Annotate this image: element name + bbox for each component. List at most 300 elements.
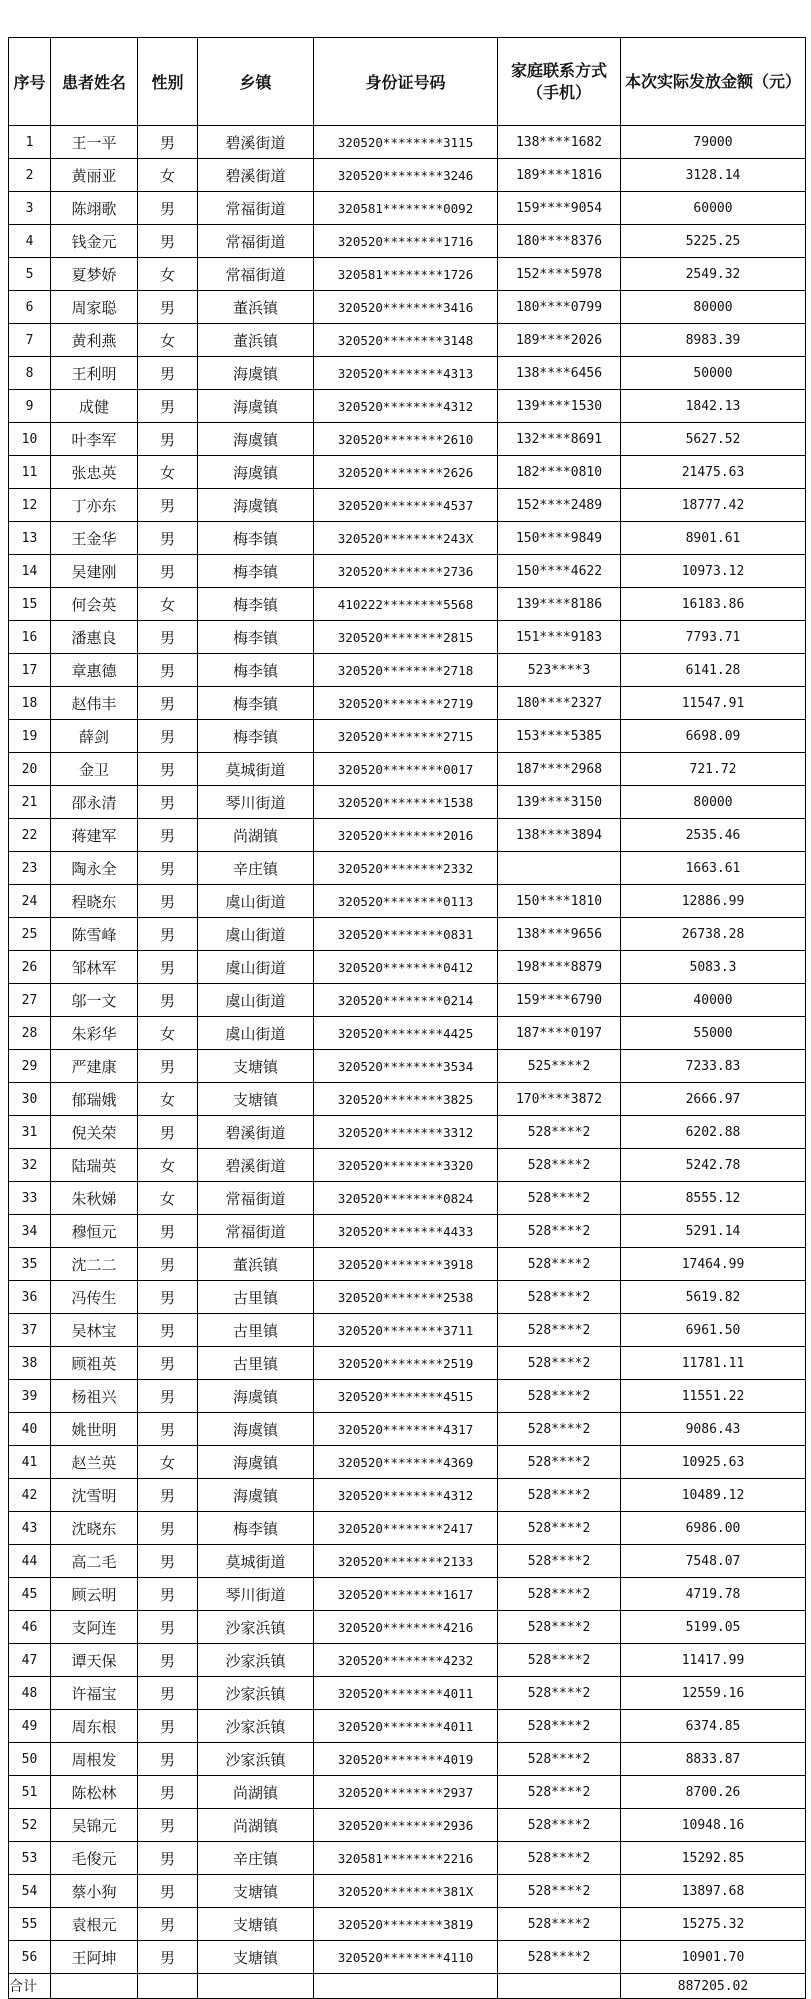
cell-gender: 男 <box>138 225 198 258</box>
cell-id-number: 320520********4019 <box>314 1743 498 1776</box>
cell-amount: 4719.78 <box>621 1578 806 1611</box>
cell-gender: 男 <box>138 753 198 786</box>
cell-amount: 11547.91 <box>621 687 806 720</box>
cell-seq: 4 <box>9 225 51 258</box>
cell-amount: 8833.87 <box>621 1743 806 1776</box>
cell-name: 吴林宝 <box>51 1314 138 1347</box>
table-row <box>9 720 806 753</box>
table-row <box>9 1644 806 1677</box>
table-row <box>9 390 806 423</box>
cell-town: 虞山街道 <box>198 984 314 1017</box>
cell-name: 吴锦元 <box>51 1809 138 1842</box>
cell-name: 沈雪明 <box>51 1479 138 1512</box>
total-row <box>9 1974 806 1999</box>
table-row <box>9 1281 806 1314</box>
cell-phone: 182****0810 <box>498 456 621 489</box>
cell-phone: 152****2489 <box>498 489 621 522</box>
table-row <box>9 621 806 654</box>
cell-amount: 5225.25 <box>621 225 806 258</box>
total-empty-cell <box>138 1974 198 1999</box>
table-row <box>9 1578 806 1611</box>
cell-town: 碧溪街道 <box>198 126 314 159</box>
cell-name: 黄丽亚 <box>51 159 138 192</box>
cell-seq: 50 <box>9 1743 51 1776</box>
cell-name: 王一平 <box>51 126 138 159</box>
table-row <box>9 1149 806 1182</box>
cell-amount: 26738.28 <box>621 918 806 951</box>
cell-town: 碧溪街道 <box>198 159 314 192</box>
table-row <box>9 1941 806 1974</box>
table-row <box>9 918 806 951</box>
cell-amount: 21475.63 <box>621 456 806 489</box>
cell-gender: 男 <box>138 852 198 885</box>
cell-amount: 5627.52 <box>621 423 806 456</box>
cell-amount: 6698.09 <box>621 720 806 753</box>
cell-phone: 528****2 <box>498 1182 621 1215</box>
table-row <box>9 291 806 324</box>
cell-town: 梅李镇 <box>198 1512 314 1545</box>
cell-town: 尚湖镇 <box>198 1776 314 1809</box>
cell-id-number: 320520********3320 <box>314 1149 498 1182</box>
cell-seq: 3 <box>9 192 51 225</box>
cell-town: 尚湖镇 <box>198 1809 314 1842</box>
cell-town: 辛庄镇 <box>198 852 314 885</box>
cell-town: 梅李镇 <box>198 654 314 687</box>
table-row <box>9 1446 806 1479</box>
cell-name: 严建康 <box>51 1050 138 1083</box>
table-row <box>9 192 806 225</box>
cell-amount: 2666.97 <box>621 1083 806 1116</box>
cell-gender: 男 <box>138 390 198 423</box>
payment-table-sheet <box>8 37 805 1999</box>
cell-gender: 男 <box>138 1908 198 1941</box>
cell-phone: 528****2 <box>498 1611 621 1644</box>
cell-town: 梅李镇 <box>198 522 314 555</box>
table-row <box>9 1116 806 1149</box>
cell-id-number: 320520********0113 <box>314 885 498 918</box>
cell-name: 陈松林 <box>51 1776 138 1809</box>
cell-name: 姚世明 <box>51 1413 138 1446</box>
cell-id-number: 320520********4515 <box>314 1380 498 1413</box>
cell-amount: 40000 <box>621 984 806 1017</box>
table-row <box>9 126 806 159</box>
table-row <box>9 1050 806 1083</box>
cell-id-number: 320520********0831 <box>314 918 498 951</box>
cell-phone: 528****2 <box>498 1314 621 1347</box>
table-row <box>9 786 806 819</box>
cell-amount: 15275.32 <box>621 1908 806 1941</box>
cell-amount: 79000 <box>621 126 806 159</box>
cell-name: 张忠英 <box>51 456 138 489</box>
cell-town: 古里镇 <box>198 1314 314 1347</box>
header-row <box>9 38 806 126</box>
table-row <box>9 456 806 489</box>
cell-id-number: 320520********2937 <box>314 1776 498 1809</box>
table-row <box>9 1182 806 1215</box>
cell-amount: 10925.63 <box>621 1446 806 1479</box>
cell-gender: 男 <box>138 1710 198 1743</box>
cell-id-number: 320520********3416 <box>314 291 498 324</box>
cell-gender: 男 <box>138 885 198 918</box>
cell-seq: 22 <box>9 819 51 852</box>
cell-phone: 139****1530 <box>498 390 621 423</box>
cell-seq: 47 <box>9 1644 51 1677</box>
cell-town: 常福街道 <box>198 192 314 225</box>
cell-name: 章惠德 <box>51 654 138 687</box>
cell-town: 常福街道 <box>198 225 314 258</box>
cell-name: 朱彩华 <box>51 1017 138 1050</box>
cell-name: 王阿坤 <box>51 1941 138 1974</box>
total-amount: 887205.02 <box>621 1974 806 1999</box>
cell-seq: 43 <box>9 1512 51 1545</box>
cell-amount: 8555.12 <box>621 1182 806 1215</box>
cell-seq: 37 <box>9 1314 51 1347</box>
cell-phone: 528****2 <box>498 1644 621 1677</box>
cell-name: 沈二二 <box>51 1248 138 1281</box>
cell-phone: 528****2 <box>498 1908 621 1941</box>
cell-seq: 2 <box>9 159 51 192</box>
cell-name: 叶李军 <box>51 423 138 456</box>
cell-name: 吴建刚 <box>51 555 138 588</box>
cell-phone: 153****5385 <box>498 720 621 753</box>
cell-gender: 女 <box>138 456 198 489</box>
cell-amount: 8700.26 <box>621 1776 806 1809</box>
cell-gender: 男 <box>138 1644 198 1677</box>
cell-gender: 男 <box>138 1545 198 1578</box>
cell-town: 海虞镇 <box>198 1446 314 1479</box>
cell-name: 薛剑 <box>51 720 138 753</box>
table-row <box>9 225 806 258</box>
table-row <box>9 489 806 522</box>
cell-gender: 男 <box>138 984 198 1017</box>
cell-town: 支塘镇 <box>198 1941 314 1974</box>
cell-town: 梅李镇 <box>198 588 314 621</box>
cell-phone: 189****1816 <box>498 159 621 192</box>
table-row <box>9 687 806 720</box>
cell-id-number: 320520********2736 <box>314 555 498 588</box>
cell-amount: 60000 <box>621 192 806 225</box>
table-row <box>9 1710 806 1743</box>
cell-town: 支塘镇 <box>198 1875 314 1908</box>
header-phone: 家庭联系方式（手机） <box>498 38 621 126</box>
cell-seq: 55 <box>9 1908 51 1941</box>
cell-amount: 2535.46 <box>621 819 806 852</box>
cell-phone: 180****0799 <box>498 291 621 324</box>
cell-gender: 女 <box>138 324 198 357</box>
header-id-number: 身份证号码 <box>314 38 498 126</box>
cell-amount: 17464.99 <box>621 1248 806 1281</box>
cell-town: 常福街道 <box>198 1215 314 1248</box>
cell-id-number: 320520********3918 <box>314 1248 498 1281</box>
table-row <box>9 1611 806 1644</box>
cell-id-number: 320520********3312 <box>314 1116 498 1149</box>
cell-seq: 52 <box>9 1809 51 1842</box>
cell-id-number: 320520********0214 <box>314 984 498 1017</box>
cell-phone: 523****3 <box>498 654 621 687</box>
cell-id-number: 320581********0092 <box>314 192 498 225</box>
cell-amount: 6986.00 <box>621 1512 806 1545</box>
cell-id-number: 320520********2719 <box>314 687 498 720</box>
table-row <box>9 555 806 588</box>
cell-gender: 男 <box>138 1413 198 1446</box>
cell-id-number: 320520********2936 <box>314 1809 498 1842</box>
table-row <box>9 1743 806 1776</box>
cell-gender: 男 <box>138 1347 198 1380</box>
cell-name: 钱金元 <box>51 225 138 258</box>
cell-seq: 48 <box>9 1677 51 1710</box>
cell-name: 夏梦娇 <box>51 258 138 291</box>
cell-phone: 189****2026 <box>498 324 621 357</box>
cell-name: 丁亦东 <box>51 489 138 522</box>
cell-id-number: 320520********381X <box>314 1875 498 1908</box>
cell-town: 常福街道 <box>198 258 314 291</box>
cell-phone: 187****2968 <box>498 753 621 786</box>
header-seq: 序号 <box>9 38 51 126</box>
cell-seq: 32 <box>9 1149 51 1182</box>
cell-amount: 7233.83 <box>621 1050 806 1083</box>
cell-id-number: 320520********4110 <box>314 1941 498 1974</box>
table-row <box>9 951 806 984</box>
cell-seq: 41 <box>9 1446 51 1479</box>
cell-gender: 男 <box>138 720 198 753</box>
cell-name: 朱秋娣 <box>51 1182 138 1215</box>
cell-phone: 528****2 <box>498 1248 621 1281</box>
cell-seq: 19 <box>9 720 51 753</box>
table-row <box>9 1842 806 1875</box>
table-row <box>9 1380 806 1413</box>
table-row <box>9 1314 806 1347</box>
cell-seq: 45 <box>9 1578 51 1611</box>
cell-id-number: 320520********2538 <box>314 1281 498 1314</box>
cell-seq: 24 <box>9 885 51 918</box>
cell-id-number: 320520********4011 <box>314 1710 498 1743</box>
cell-town: 梅李镇 <box>198 720 314 753</box>
cell-gender: 男 <box>138 1215 198 1248</box>
cell-town: 琴川街道 <box>198 1578 314 1611</box>
cell-town: 海虞镇 <box>198 423 314 456</box>
cell-name: 蒋建军 <box>51 819 138 852</box>
cell-name: 成健 <box>51 390 138 423</box>
cell-phone: 528****2 <box>498 1545 621 1578</box>
table-row <box>9 885 806 918</box>
cell-seq: 42 <box>9 1479 51 1512</box>
cell-gender: 男 <box>138 951 198 984</box>
cell-gender: 女 <box>138 1017 198 1050</box>
cell-name: 王利明 <box>51 357 138 390</box>
cell-name: 赵兰英 <box>51 1446 138 1479</box>
cell-amount: 10489.12 <box>621 1479 806 1512</box>
cell-seq: 36 <box>9 1281 51 1314</box>
cell-amount: 1663.61 <box>621 852 806 885</box>
cell-town: 海虞镇 <box>198 390 314 423</box>
cell-id-number: 320520********0017 <box>314 753 498 786</box>
cell-seq: 33 <box>9 1182 51 1215</box>
cell-gender: 男 <box>138 1050 198 1083</box>
cell-seq: 18 <box>9 687 51 720</box>
cell-name: 周家聪 <box>51 291 138 324</box>
cell-phone: 528****2 <box>498 1116 621 1149</box>
cell-gender: 男 <box>138 489 198 522</box>
cell-gender: 男 <box>138 1611 198 1644</box>
cell-town: 沙家浜镇 <box>198 1677 314 1710</box>
cell-gender: 男 <box>138 1842 198 1875</box>
cell-amount: 13897.68 <box>621 1875 806 1908</box>
cell-amount: 7793.71 <box>621 621 806 654</box>
cell-seq: 21 <box>9 786 51 819</box>
cell-town: 尚湖镇 <box>198 819 314 852</box>
cell-amount: 9086.43 <box>621 1413 806 1446</box>
cell-phone: 528****2 <box>498 1446 621 1479</box>
cell-amount: 5242.78 <box>621 1149 806 1182</box>
cell-gender: 男 <box>138 786 198 819</box>
cell-name: 蔡小狗 <box>51 1875 138 1908</box>
cell-amount: 8983.39 <box>621 324 806 357</box>
cell-phone: 180****8376 <box>498 225 621 258</box>
cell-amount: 6961.50 <box>621 1314 806 1347</box>
cell-town: 海虞镇 <box>198 1380 314 1413</box>
cell-phone: 528****2 <box>498 1677 621 1710</box>
cell-town: 董浜镇 <box>198 291 314 324</box>
cell-phone <box>498 852 621 885</box>
cell-id-number: 320520********2519 <box>314 1347 498 1380</box>
cell-seq: 16 <box>9 621 51 654</box>
total-label: 合计 <box>9 1974 51 1999</box>
table-row <box>9 1908 806 1941</box>
cell-town: 古里镇 <box>198 1281 314 1314</box>
cell-id-number: 320520********2133 <box>314 1545 498 1578</box>
cell-name: 赵伟丰 <box>51 687 138 720</box>
cell-id-number: 320520********0412 <box>314 951 498 984</box>
cell-name: 陈雪峰 <box>51 918 138 951</box>
cell-gender: 男 <box>138 1314 198 1347</box>
table-row <box>9 159 806 192</box>
cell-seq: 29 <box>9 1050 51 1083</box>
cell-seq: 46 <box>9 1611 51 1644</box>
cell-seq: 30 <box>9 1083 51 1116</box>
cell-seq: 28 <box>9 1017 51 1050</box>
table-row <box>9 423 806 456</box>
cell-gender: 男 <box>138 1116 198 1149</box>
cell-name: 沈晓东 <box>51 1512 138 1545</box>
cell-phone: 528****2 <box>498 1809 621 1842</box>
header-town: 乡镇 <box>198 38 314 126</box>
cell-name: 倪关荣 <box>51 1116 138 1149</box>
cell-phone: 528****2 <box>498 1413 621 1446</box>
cell-name: 陆瑞英 <box>51 1149 138 1182</box>
cell-gender: 男 <box>138 1941 198 1974</box>
cell-phone: 528****2 <box>498 1215 621 1248</box>
cell-gender: 男 <box>138 126 198 159</box>
cell-gender: 男 <box>138 1743 198 1776</box>
cell-amount: 10901.70 <box>621 1941 806 1974</box>
cell-town: 虞山街道 <box>198 885 314 918</box>
patient-payment-table <box>8 37 806 1999</box>
cell-seq: 35 <box>9 1248 51 1281</box>
cell-name: 陈翊歌 <box>51 192 138 225</box>
cell-amount: 10973.12 <box>621 555 806 588</box>
cell-id-number: 320520********4537 <box>314 489 498 522</box>
cell-town: 支塘镇 <box>198 1083 314 1116</box>
cell-town: 琴川街道 <box>198 786 314 819</box>
cell-name: 支阿连 <box>51 1611 138 1644</box>
cell-phone: 525****2 <box>498 1050 621 1083</box>
cell-id-number: 320520********4232 <box>314 1644 498 1677</box>
cell-amount: 5291.14 <box>621 1215 806 1248</box>
cell-amount: 55000 <box>621 1017 806 1050</box>
table-row <box>9 984 806 1017</box>
cell-seq: 27 <box>9 984 51 1017</box>
cell-amount: 15292.85 <box>621 1842 806 1875</box>
cell-amount: 11551.22 <box>621 1380 806 1413</box>
cell-name: 邵永清 <box>51 786 138 819</box>
cell-gender: 男 <box>138 291 198 324</box>
table-row <box>9 1479 806 1512</box>
cell-phone: 528****2 <box>498 1578 621 1611</box>
cell-amount: 3128.14 <box>621 159 806 192</box>
cell-amount: 5083.3 <box>621 951 806 984</box>
cell-gender: 女 <box>138 258 198 291</box>
cell-amount: 12886.99 <box>621 885 806 918</box>
cell-id-number: 320520********3825 <box>314 1083 498 1116</box>
cell-phone: 150****9849 <box>498 522 621 555</box>
cell-town: 常福街道 <box>198 1182 314 1215</box>
cell-amount: 6374.85 <box>621 1710 806 1743</box>
cell-town: 海虞镇 <box>198 1479 314 1512</box>
cell-id-number: 320520********4011 <box>314 1677 498 1710</box>
table-row <box>9 1017 806 1050</box>
cell-gender: 女 <box>138 1446 198 1479</box>
cell-gender: 男 <box>138 1248 198 1281</box>
cell-gender: 男 <box>138 1875 198 1908</box>
table-row <box>9 522 806 555</box>
cell-phone: 150****4622 <box>498 555 621 588</box>
table-row <box>9 1512 806 1545</box>
cell-id-number: 320520********2417 <box>314 1512 498 1545</box>
cell-town: 虞山街道 <box>198 918 314 951</box>
cell-gender: 男 <box>138 1479 198 1512</box>
cell-town: 海虞镇 <box>198 357 314 390</box>
cell-town: 沙家浜镇 <box>198 1611 314 1644</box>
header-name: 患者姓名 <box>51 38 138 126</box>
table-row <box>9 1545 806 1578</box>
table-row <box>9 1248 806 1281</box>
cell-amount: 2549.32 <box>621 258 806 291</box>
cell-id-number: 320581********2216 <box>314 1842 498 1875</box>
cell-town: 虞山街道 <box>198 951 314 984</box>
cell-town: 董浜镇 <box>198 324 314 357</box>
cell-id-number: 410222********5568 <box>314 588 498 621</box>
cell-name: 袁根元 <box>51 1908 138 1941</box>
cell-id-number: 320520********0824 <box>314 1182 498 1215</box>
table-row <box>9 324 806 357</box>
cell-seq: 9 <box>9 390 51 423</box>
cell-amount: 7548.07 <box>621 1545 806 1578</box>
cell-seq: 11 <box>9 456 51 489</box>
header-amount: 本次实际发放金额（元） <box>621 38 806 126</box>
cell-seq: 54 <box>9 1875 51 1908</box>
cell-phone: 528****2 <box>498 1281 621 1314</box>
cell-id-number: 320520********1617 <box>314 1578 498 1611</box>
cell-town: 支塘镇 <box>198 1908 314 1941</box>
cell-town: 董浜镇 <box>198 1248 314 1281</box>
cell-seq: 34 <box>9 1215 51 1248</box>
cell-id-number: 320520********3534 <box>314 1050 498 1083</box>
table-row <box>9 258 806 291</box>
cell-id-number: 320520********1716 <box>314 225 498 258</box>
cell-gender: 女 <box>138 159 198 192</box>
cell-name: 穆恒元 <box>51 1215 138 1248</box>
cell-id-number: 320520********3711 <box>314 1314 498 1347</box>
